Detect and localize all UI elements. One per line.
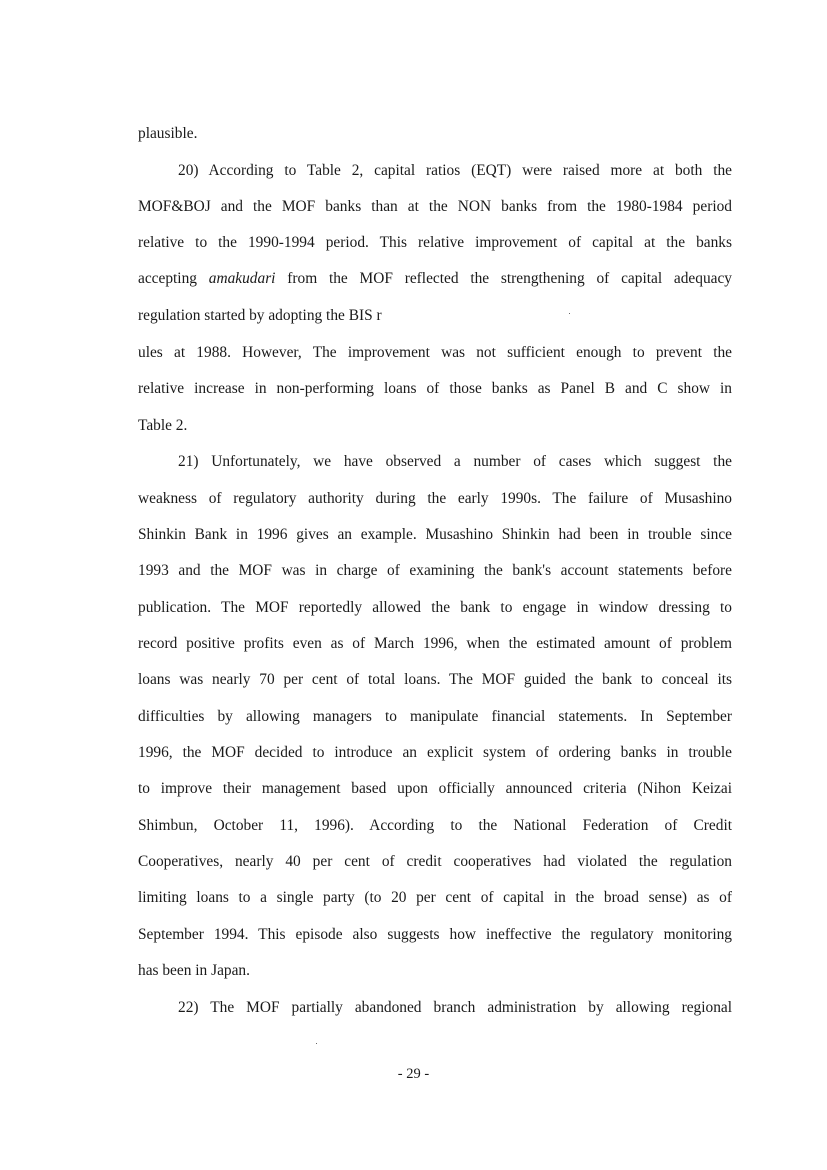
text-line: regulation started by adopting the BIS r (138, 307, 382, 324)
text-line: limiting loans to a single party (to 20 per cent of capital in the broad sense) as of (138, 889, 732, 906)
text-line: Cooperatives, nearly 40 per cent of credit cooperatives had violated the regulation (138, 853, 732, 870)
scan-speck (316, 1043, 317, 1044)
text-line: 20) According to Table 2, capital ratios (EQT) were raised more at both the (178, 162, 732, 179)
scan-speck (569, 313, 570, 314)
text-line: September 1994. This episode also suggests how ineffective the regulatory monitoring (138, 926, 732, 943)
text-line: record positive profits even as of March 1996, when the estimated amount of problem (138, 635, 732, 652)
text-line: loans was nearly 70 per cent of total loans. The MOF guided the bank to conceal its (138, 671, 732, 688)
text-line: difficulties by allowing managers to manipulate financial statements. In September (138, 708, 732, 725)
page-number: - 29 - (397, 1066, 430, 1082)
italic-term: amakudari (208, 270, 276, 287)
text-segment: accepting (138, 270, 209, 287)
text-line: to improve their management based upon officially announced criteria (Nihon Keizai (138, 780, 732, 797)
text-line: plausible. (138, 125, 198, 142)
text-line: ules at 1988. However, The improvement was not sufficient enough to prevent the (138, 344, 732, 361)
text-line: relative increase in non-performing loans of those banks as Panel B and C show in (138, 380, 732, 397)
text-line: MOF&BOJ and the MOF banks than at the NON banks from the 1980-1984 period (138, 198, 732, 215)
text-line (138, 269, 732, 289)
text-line: 1993 and the MOF was in charge of examining the bank's account statements before (138, 562, 732, 579)
text-line: 21) Unfortunately, we have observed a number of cases which suggest the (178, 453, 732, 470)
text-segment: from the MOF reflected the strengthening of capital adequacy (275, 270, 732, 287)
text-line: relative to the 1990-1994 period. This relative improvement of capital at the banks (138, 234, 732, 251)
text-line: publication. The MOF reportedly allowed the bank to engage in window dressing to (138, 599, 732, 616)
text-line: has been in Japan. (138, 962, 250, 979)
text-line: Table 2. (138, 417, 188, 434)
text-line: Shinkin Bank in 1996 gives an example. Musashino Shinkin had been in trouble since (138, 526, 732, 543)
text-line: weakness of regulatory authority during the early 1990s. The failure of Musashino (138, 490, 732, 507)
text-line: Shimbun, October 11, 1996). According to the National Federation of Credit (138, 817, 732, 834)
text-line: 22) The MOF partially abandoned branch administration by allowing regional (178, 999, 732, 1016)
text-line: 1996, the MOF decided to introduce an explicit system of ordering banks in trouble (138, 744, 732, 761)
